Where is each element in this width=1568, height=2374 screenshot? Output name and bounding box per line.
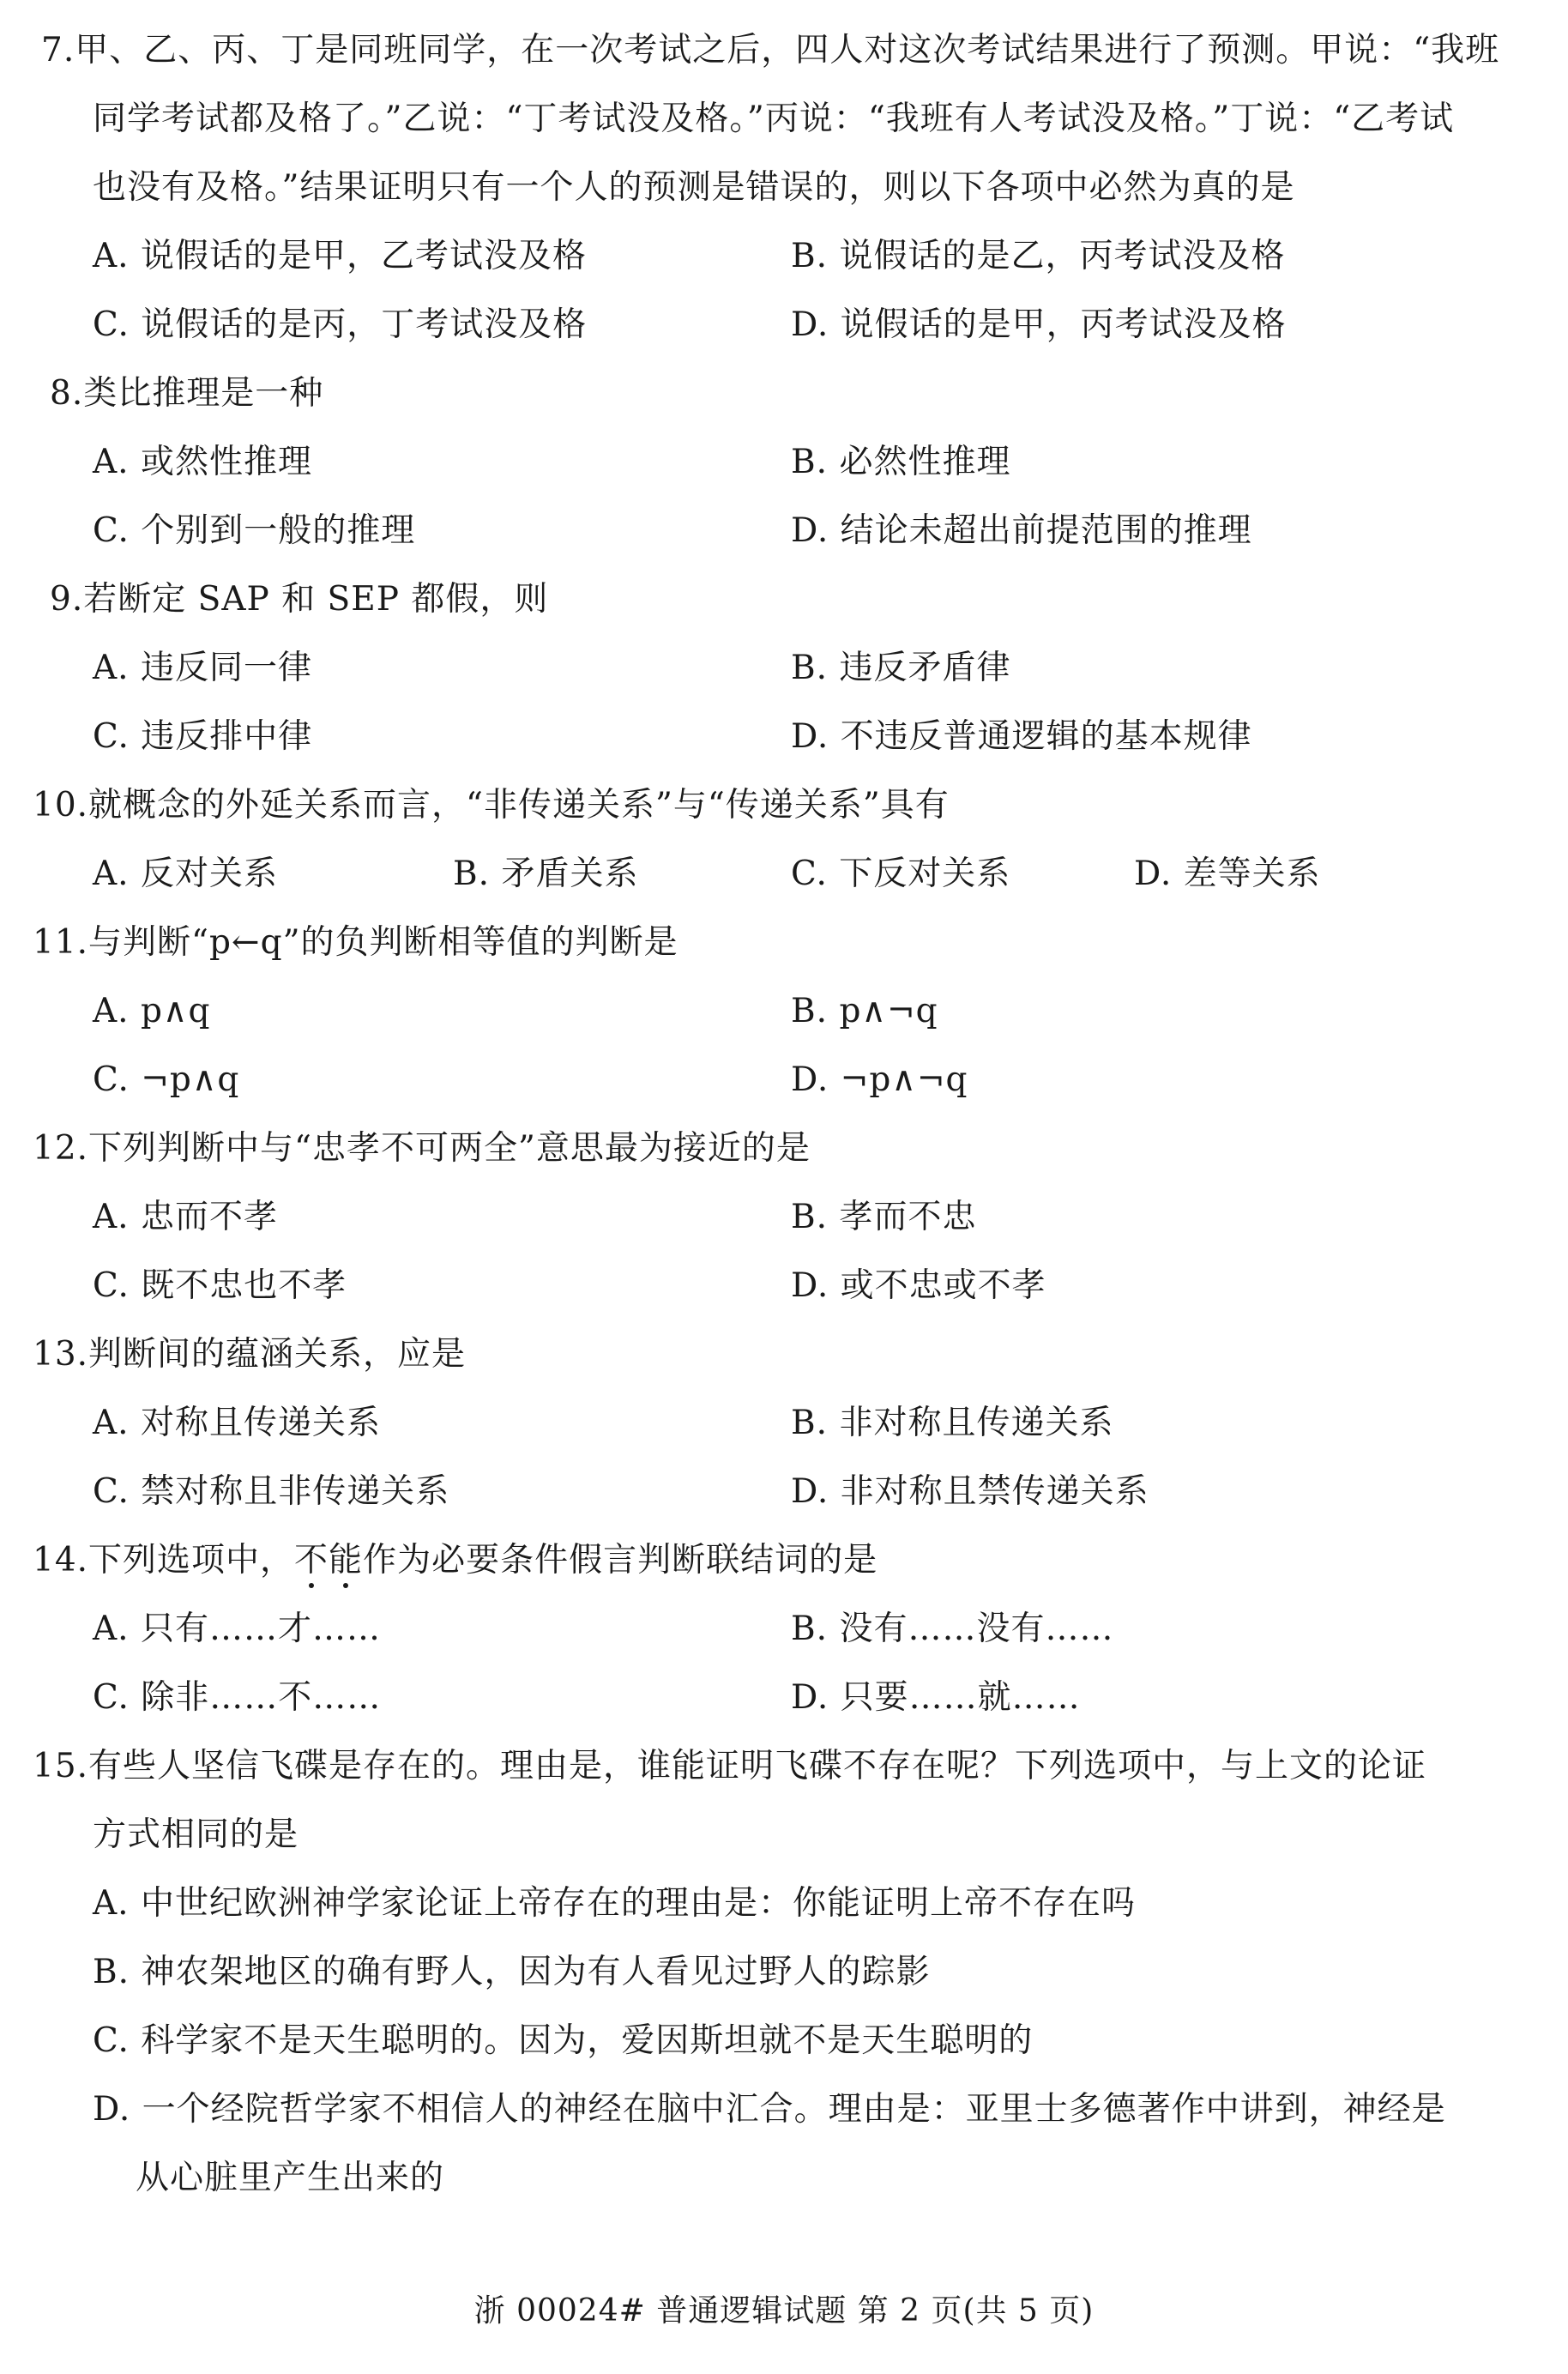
question-8-option-d: D. 结论未超出前提范围的推理 — [791, 511, 1252, 550]
question-15-option-a: A. 中世纪欧洲神学家论证上帝存在的理由是：你能证明上帝不存在吗 — [93, 1884, 1136, 1923]
question-8-option-a: A. 或然性推理 — [93, 443, 312, 481]
question-11-stem: 11.与判断“p←q”的负判断相等值的判断是 — [33, 923, 678, 962]
question-11-option-a: A. p∧q — [93, 992, 211, 1030]
emphasis-char-bu: 不 — [294, 1541, 329, 1580]
question-13-option-b: B. 非对称且传递关系 — [791, 1404, 1114, 1442]
question-7-option-c: C. 说假话的是丙，丁考试没及格 — [93, 305, 588, 344]
question-9-option-d: D. 不违反普通逻辑的基本规律 — [791, 717, 1252, 756]
question-10-option-b: B. 矛盾关系 — [453, 855, 639, 893]
question-7-option-d: D. 说假话的是甲，丙考试没及格 — [791, 305, 1287, 344]
question-15-option-d-line-1: D. 一个经院哲学家不相信人的神经在脑中汇合。理由是：亚里士多德著作中讲到，神经是 — [93, 2090, 1446, 2129]
question-8-stem: 8.类比推理是一种 — [50, 374, 324, 413]
question-7-stem-line-3: 也没有及格。”结果证明只有一个人的预测是错误的，则以下各项中必然为真的是 — [93, 168, 1295, 207]
question-13-stem: 13.判断间的蕴涵关系，应是 — [33, 1335, 467, 1374]
question-15-option-c: C. 科学家不是天生聪明的。因为，爱因斯坦就不是天生聪明的 — [93, 2021, 1034, 2060]
question-15-stem-line-1: 15.有些人坚信飞碟是存在的。理由是，谁能证明飞碟不存在呢？下列选项中，与上文的论证 — [33, 1747, 1427, 1785]
question-10-option-d: D. 差等关系 — [1134, 855, 1321, 893]
question-7-stem-line-2: 同学考试都及格了。”乙说：“丁考试没及格。”丙说：“我班有人考试没及格。”丁说：“乙考试 — [93, 100, 1455, 138]
question-11-option-b: B. p∧¬q — [791, 992, 938, 1030]
question-13-option-a: A. 对称且传递关系 — [93, 1404, 381, 1442]
question-12-option-b: B. 孝而不忠 — [791, 1198, 977, 1236]
question-14-option-a: A. 只有……才…… — [93, 1610, 381, 1648]
question-14-option-d: D. 只要……就…… — [791, 1678, 1081, 1717]
question-8-option-c: C. 个别到一般的推理 — [93, 511, 416, 550]
question-7-option-a: A. 说假话的是甲，乙考试没及格 — [93, 237, 587, 275]
question-13-option-d: D. 非对称且禁传递关系 — [791, 1472, 1149, 1511]
question-7-option-b: B. 说假话的是乙，丙考试没及格 — [791, 237, 1286, 275]
question-11-option-d: D. ¬p∧¬q — [791, 1060, 968, 1099]
question-12-stem: 12.下列判断中与“忠孝不可两全”意思最为接近的是 — [33, 1129, 811, 1168]
question-14-stem-start: 14.下列选项中， — [33, 1541, 295, 1580]
question-12-option-a: A. 忠而不孝 — [93, 1198, 278, 1236]
question-15-option-d-line-2: 从心脏里产生出来的 — [136, 2159, 445, 2197]
question-9-option-a: A. 违反同一律 — [93, 649, 312, 687]
question-11-option-c: C. ¬p∧q — [93, 1060, 240, 1099]
question-15-stem-line-2: 方式相同的是 — [93, 1815, 299, 1854]
question-12-option-d: D. 或不忠或不孝 — [791, 1266, 1046, 1305]
question-10-stem: 10.就概念的外延关系而言，“非传递关系”与“传递关系”具有 — [33, 786, 950, 825]
question-7-stem-line-1: 7.甲、乙、丙、丁是同班同学，在一次考试之后，四人对这次考试结果进行了预测。甲说：“我班 — [41, 31, 1500, 69]
question-10-option-c: C. 下反对关系 — [791, 855, 1011, 893]
question-14-stem-end: 作为必要条件假言判断联结词的是 — [363, 1541, 878, 1580]
question-8-option-b: B. 必然性推理 — [791, 443, 1011, 481]
question-14-stem — [33, 1539, 877, 1582]
question-9-option-c: C. 违反排中律 — [93, 717, 313, 756]
question-10-option-a: A. 反对关系 — [93, 855, 278, 893]
question-14-option-c: C. 除非……不…… — [93, 1678, 382, 1717]
question-15-option-b: B. 神农架地区的确有野人，因为有人看见过野人的踪影 — [93, 1953, 931, 1991]
question-9-option-b: B. 违反矛盾律 — [791, 649, 1011, 687]
emphasis-char-neng: 能 — [329, 1541, 364, 1580]
question-12-option-c: C. 既不忠也不孝 — [93, 1266, 347, 1305]
page-footer: 浙 00024# 普通逻辑试题 第 2 页(共 5 页) — [473, 2293, 1095, 2329]
question-9-stem: 9.若断定 SAP 和 SEP 都假，则 — [50, 580, 549, 619]
question-14-option-b: B. 没有……没有…… — [791, 1610, 1114, 1648]
question-13-option-c: C. 禁对称且非传递关系 — [93, 1472, 450, 1511]
